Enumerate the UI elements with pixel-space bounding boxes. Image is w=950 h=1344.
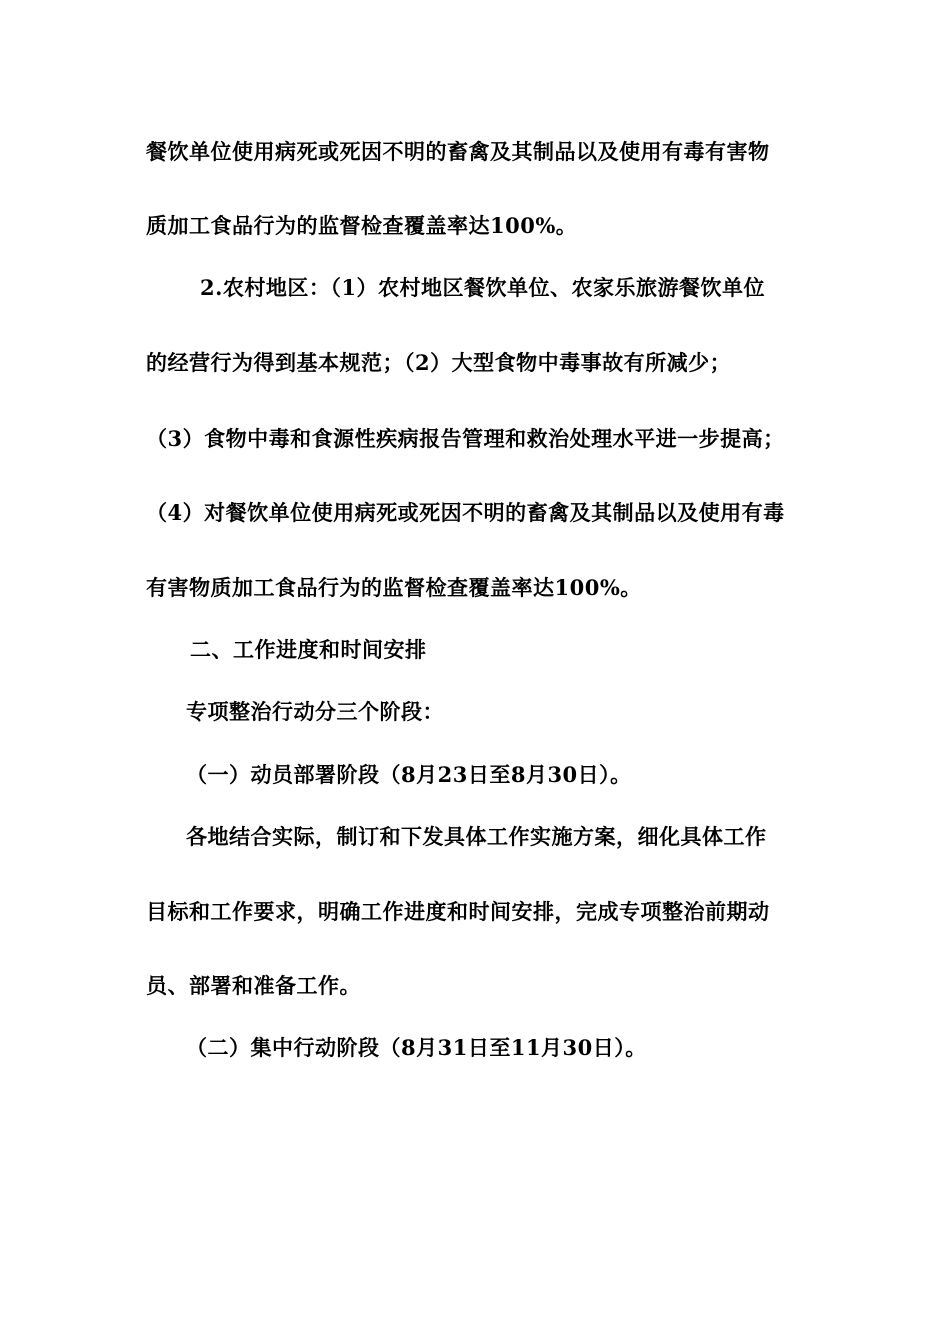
subsection-heading: （二）集中行动阶段（8月31日至11月30日）。	[186, 1035, 647, 1060]
paragraph-line: 质加工食品行为的监督检查覆盖率达100%。	[146, 213, 578, 238]
paragraph-line: （4）对餐饮单位使用病死或死因不明的畜禽及其制品以及使用有毒	[146, 500, 785, 525]
subsection-heading: （一）动员部署阶段（8月23日至8月30日）。	[186, 762, 632, 787]
paragraph-line: 餐饮单位使用病死或死因不明的畜禽及其制品以及使用有毒有害物	[146, 139, 770, 164]
section-heading: 二、工作进度和时间安排	[190, 637, 427, 662]
paragraph-line: 的经营行为得到基本规范；（2）大型食物中毒事故有所减少；	[146, 350, 732, 375]
paragraph-line: 目标和工作要求，明确工作进度和时间安排，完成专项整治前期动	[146, 899, 770, 924]
paragraph-line: 2.农村地区：（1）农村地区餐饮单位、农家乐旅游餐饮单位	[200, 275, 766, 300]
paragraph-line: 各地结合实际，制订和下发具体工作实施方案，细化具体工作	[186, 824, 767, 849]
paragraph-line: 有害物质加工食品行为的监督检查覆盖率达100%。	[146, 575, 642, 600]
paragraph-line: （3）食物中毒和食源性疾病报告管理和救治处理水平进一步提高；	[146, 426, 785, 451]
paragraph-line: 专项整治行动分三个阶段：	[186, 699, 444, 724]
paragraph-line: 员、部署和准备工作。	[146, 973, 361, 998]
